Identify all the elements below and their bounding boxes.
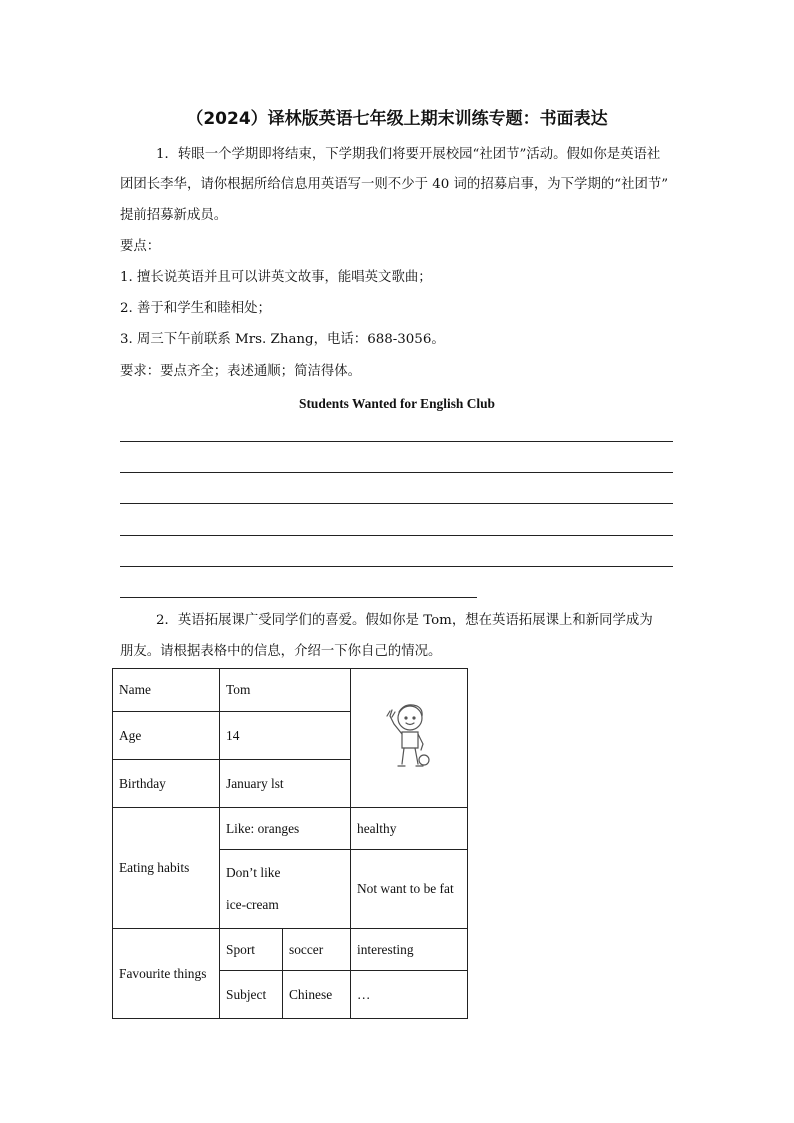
- subject-reason: …: [351, 971, 468, 1019]
- q1-point-1: 1. 擅长说英语并且可以讲英文故事，能唱英文歌曲；: [120, 270, 432, 285]
- writing-line[interactable]: [120, 441, 673, 442]
- writing-line[interactable]: [120, 503, 673, 504]
- q1-point-3: 3. 周三下午前联系 Mrs. Zhang，电话：688-3056。: [120, 332, 445, 347]
- q1-intro-line2: 团团长李华，请你根据所给信息用英语写一则不少于 40 词的招募启事，为下学期的“社团节”: [120, 177, 669, 192]
- favourite-things-label: Favourite things: [113, 929, 220, 1019]
- like-value: Like: oranges: [220, 808, 351, 850]
- subject-label: Subject: [220, 971, 283, 1019]
- dislike-line-1: Don’t like: [226, 865, 281, 880]
- info-table: [112, 668, 468, 1019]
- sport-reason: interesting: [351, 929, 468, 971]
- q1-requirement: 要求：要点齐全；表述通顺；简洁得体。: [120, 364, 362, 379]
- age-label: Age: [113, 712, 220, 760]
- writing-line[interactable]: [120, 597, 477, 598]
- q1-point-2: 2. 善于和学生和睦相处；: [120, 301, 271, 316]
- like-reason: healthy: [351, 808, 468, 850]
- waving-boy-icon: [374, 696, 444, 776]
- writing-line[interactable]: [120, 472, 673, 473]
- sport-value: soccer: [283, 929, 351, 971]
- q1-intro-line1: 1．转眼一个学期即将结束，下学期我们将要开展校园“社团节”活动。假如你是英语社: [156, 147, 661, 162]
- q2-intro-line1: 2．英语拓展课广受同学们的喜爱。假如你是 Tom，想在英语拓展课上和新同学成为: [156, 613, 653, 628]
- writing-line[interactable]: [120, 566, 673, 567]
- essay-title: Students Wanted for English Club: [299, 396, 495, 411]
- dislike-line-2: ice-cream: [226, 897, 279, 912]
- dislike-value: [220, 850, 351, 929]
- eating-habits-label: Eating habits: [113, 808, 220, 929]
- age-value: 14: [220, 712, 351, 760]
- birthday-value: January lst: [220, 760, 351, 808]
- page-title: （2024）译林版英语七年级上期末训练专题：书面表达: [186, 109, 608, 129]
- subject-value: Chinese: [283, 971, 351, 1019]
- writing-line[interactable]: [120, 535, 673, 536]
- sport-label: Sport: [220, 929, 283, 971]
- boy-illustration: [351, 669, 468, 808]
- dislike-reason: Not want to be fat: [351, 850, 468, 929]
- q1-intro-line3: 提前招募新成员。: [120, 208, 228, 223]
- birthday-label: Birthday: [113, 760, 220, 808]
- q1-points-heading: 要点：: [120, 239, 161, 254]
- name-label: Name: [113, 669, 220, 712]
- q2-intro-line2: 朋友。请根据表格中的信息，介绍一下你自己的情况。: [120, 644, 442, 659]
- name-value: Tom: [220, 669, 351, 712]
